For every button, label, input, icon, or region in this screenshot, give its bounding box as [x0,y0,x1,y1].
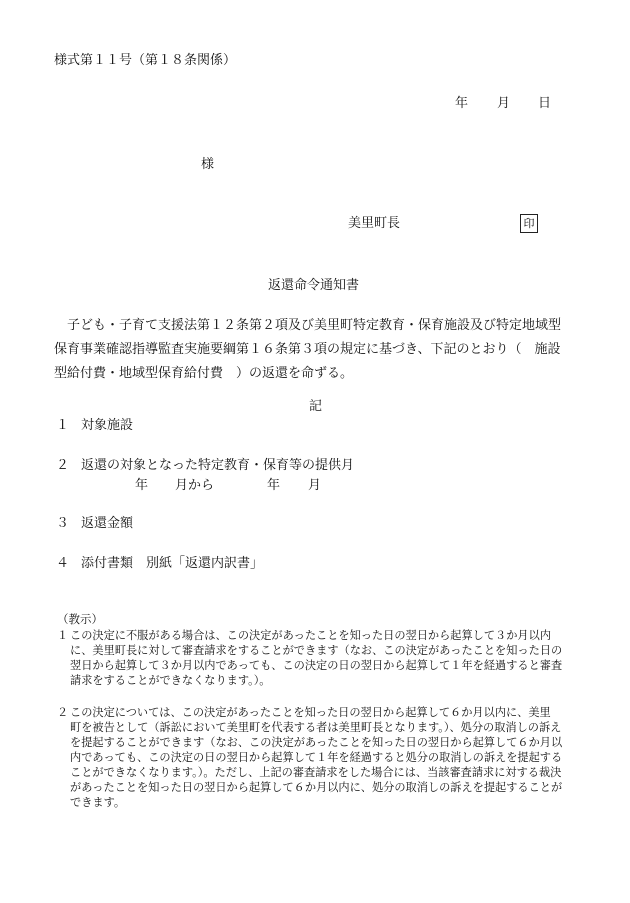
item-label-amount: 返還金額 [81,516,134,531]
item-number: ２ [56,458,70,473]
note-line: できます。 [70,796,126,809]
date-day: 日 [538,96,552,111]
ki-heading: 記 [309,399,323,414]
body-line: 子ども・子育て支援法第１２条第２項及び美里町特定教育・保育施設及び特定地域型 [54,318,562,333]
item-label-facility: 対象施設 [81,418,134,433]
document-title: 返還命令通知書 [268,278,360,293]
note-number [57,628,68,643]
date-month: 月 [497,96,511,111]
note-line: 内であっても、この決定の日の翌日から起算して１年を経過すると処分の取消しの訴えを提起する [70,751,563,764]
period-from-year: 年 [135,478,149,493]
note-number [57,705,68,720]
form-number: 様式第１１号（第１８条関係） [54,53,237,68]
item-label-period: 返還の対象となった特定教育・保育等の提供月 [81,458,355,473]
note-line: 町を被告として（訴訟において美里町を代表する者は美里町長となります。）、処分の取消しの訴え [70,721,562,734]
note-num-text: １ [57,629,69,642]
note-line: ことができなくなります。）。ただし、上記の審査請求をした場合には、当該審査請求に対する裁決 [70,766,562,779]
note-1 [70,628,562,688]
note-line: 請求をすることができなくなります。）。 [70,674,271,687]
note-line: この決定については、この決定があったことを知った日の翌日から起算して６か月以内に、美里 [70,706,551,719]
body-line: 型給付費・地域型保育給付費 ）の返還を命ずる。 [54,366,354,381]
item-number: １ [56,418,70,433]
period-from-month: 月から [175,478,215,493]
period-to-year: 年 [267,478,281,493]
period-to-month: 月 [308,478,322,493]
addressee-suffix: 様 [201,157,215,172]
note-line: に、美里町長に対して審査請求をすることができます（なお、この決定があったことを知った日の [70,644,563,657]
body-line: 保育事業確認指導監査実施要綱第１６条第３項の規定に基づき、下記のとおり（ 施設 [54,342,561,357]
note-num-text: ２ [57,706,69,719]
item-label-attachment: 添付書類 別紙「返還内訳書」 [81,556,264,571]
note-line: この決定に不服がある場合は、この決定があったことを知った日の翌日から起算して３か月以内 [70,629,551,642]
note-line: を提起することができます（なお、この決定があったことを知った日の翌日から起算して６か月以 [70,736,563,749]
item-number: ４ [56,556,70,571]
body-paragraph [54,314,561,386]
item-number: ３ [56,516,70,531]
note-2 [70,705,562,810]
note-line: 翌日から起算して３か月以内であっても、この決定の日の翌日から起算して１年を経過すると審査 [70,659,563,672]
note-line: があったことを知った日の翌日から起算して６か月以内に、処分の取消しの訴えを提起することが [70,781,563,794]
issuer: 美里町長 [348,216,401,231]
date-year: 年 [455,96,469,111]
seal-mark: 印 [520,214,538,233]
notes-heading: （教示） [57,612,103,626]
